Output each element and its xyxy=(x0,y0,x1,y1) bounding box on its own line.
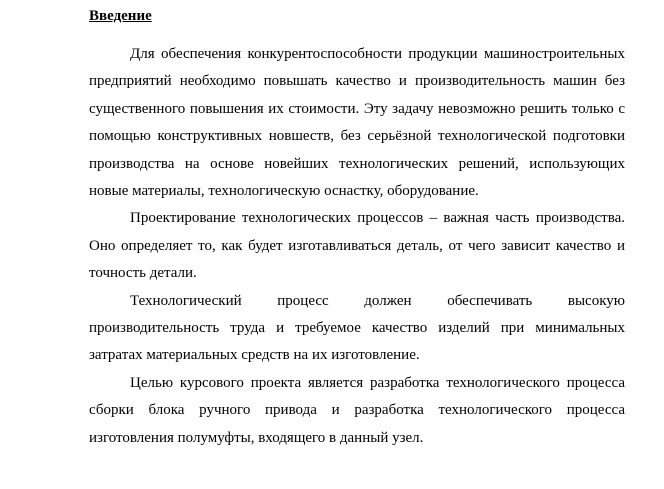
paragraph-process-design: Проектирование технологических процессов – важная часть производства. Оно определяет то, как будет изготавливаться деталь, от чего зависит качество и точность детали. xyxy=(89,210,625,282)
section-heading: Введение xyxy=(89,8,152,24)
paragraph-competitiveness: Для обеспечения конкурентоспособности продукции машиностроительных предприятий необходимо повышать качество и производительность машин без существенного повышения их стоимости. Эту задачу невозможно решить только с помощью конструктивных новшеств, без серьёзной технологической подготовки производства на основе новейших технологических решений, использующих новые материалы, технологическую оснастку, оборудование. xyxy=(89,46,625,200)
document-page xyxy=(89,0,625,452)
paragraph-process-requirements: Технологический процесс должен обеспечивать высокую производительность труда и требуемое качество изделий при минимальных затратах материальных средств на их изготовление. xyxy=(89,292,625,364)
paragraph-project-goal: Целью курсового проекта является разработка технологического процесса сборки блока ручного привода и разработка технологического процесса изготовления полумуфты, входящего в данный узел. xyxy=(89,374,625,446)
